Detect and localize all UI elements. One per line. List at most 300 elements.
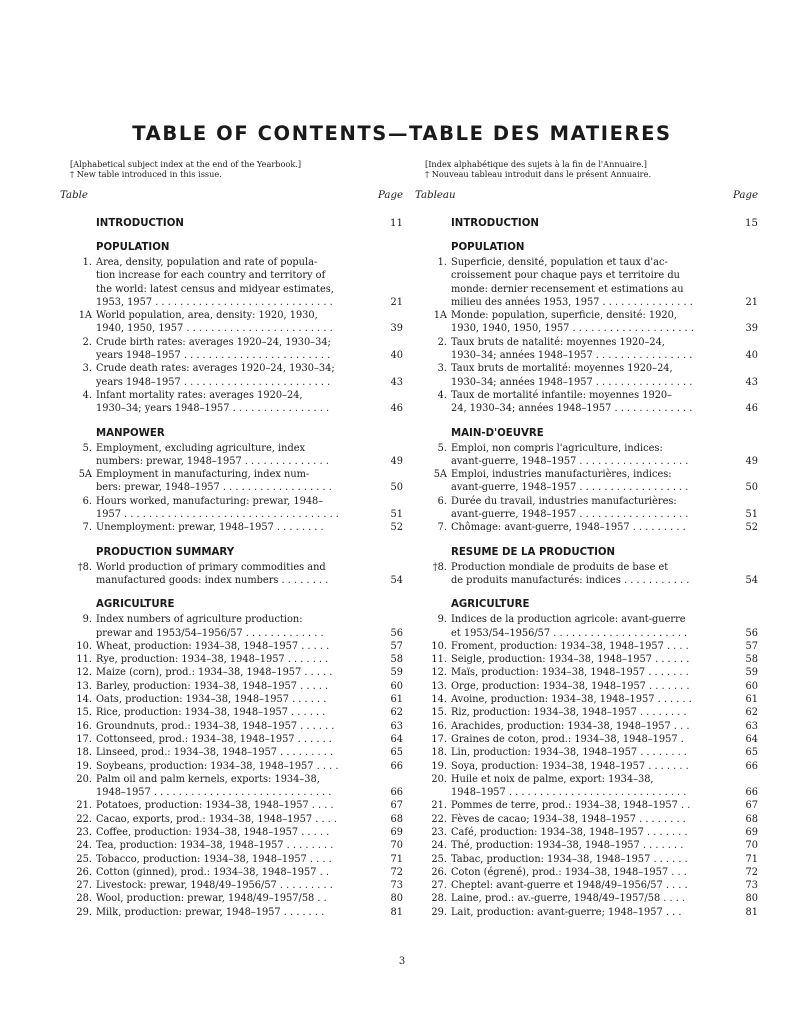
- entry-page-number: 66: [390, 760, 403, 772]
- toc-entry: [413, 746, 758, 759]
- entry-title: Cotton (ginned), prod.: 1934–38, 1948–1957 . .: [96, 866, 329, 878]
- section-spacer: [58, 232, 403, 240]
- entry-number: 24.: [76, 840, 92, 852]
- toc-entry: [58, 826, 403, 839]
- entry-number: 2.: [437, 336, 447, 348]
- section-title: AGRICULTURE: [96, 599, 175, 611]
- section-spacer: [413, 416, 758, 426]
- entry-title: Wool, production: prewar, 1948/49–1957/58 . .: [96, 893, 327, 905]
- entry-title: Pommes de terre, prod.: 1934–38, 1948–1957 . .: [451, 800, 691, 812]
- entry-number: 5A: [433, 469, 447, 481]
- entry-title: Potatoes, production: 1934–38, 1948–1957 . . . .: [96, 800, 334, 812]
- table-label: Tableau: [415, 190, 456, 201]
- toc-entry: [58, 613, 403, 640]
- entry-page-number: 40: [745, 350, 758, 362]
- toc-entry: [58, 760, 403, 773]
- entry-page-number: 59: [745, 667, 758, 679]
- entry-number: 9.: [437, 614, 447, 626]
- entry-page-number: 69: [745, 826, 758, 838]
- entry-title: Arachides, production: 1934–38, 1948–1957 . . .: [451, 720, 690, 732]
- entry-title: Rice, production: 1934–38, 1948–1957 . . . . . .: [96, 707, 326, 719]
- toc-entry: [413, 826, 758, 839]
- toc-section: [58, 240, 403, 416]
- entry-number: 23.: [431, 826, 447, 838]
- entry-page-number: 54: [390, 574, 403, 586]
- entry-page-number: 60: [745, 680, 758, 692]
- entry-number: 20.: [76, 773, 92, 785]
- entry-page-number: 56: [390, 627, 403, 639]
- toc-entry: [413, 680, 758, 693]
- entry-number: 16.: [431, 720, 447, 732]
- entry-page-number: 73: [745, 880, 758, 892]
- toc-entry: [413, 495, 758, 522]
- column-header: [58, 190, 403, 216]
- entry-title: Laine, prod.: av.-guerre, 1948/49–1957/58 . . . .: [451, 893, 686, 905]
- section-title: INTRODUCTION: [96, 218, 184, 229]
- entry-title: Avoine, production: 1934–38, 1948–1957 . . . . . .: [451, 694, 692, 706]
- toc-entry: [413, 760, 758, 773]
- toc-entry: [58, 309, 403, 336]
- entry-title: Chômage: avant-guerre, 1948–1957 . . . . . . . . .: [451, 522, 686, 534]
- entry-number: 9.: [82, 614, 92, 626]
- entry-title: Tea, production: 1934–38, 1948–1957 . . . . . . . .: [96, 840, 334, 852]
- note-line: † New table introduced in this issue.: [70, 168, 222, 179]
- entry-number: 14.: [431, 694, 447, 706]
- entry-page-number: 65: [390, 747, 403, 759]
- page-label: Page: [377, 190, 403, 201]
- french-column: [413, 160, 758, 919]
- toc-entry: [413, 362, 758, 389]
- entry-page-number: 81: [390, 906, 403, 918]
- entry-page-number: 73: [390, 880, 403, 892]
- toc-entry: [413, 256, 758, 309]
- entry-page-number: 46: [745, 403, 758, 415]
- toc-entry: [413, 839, 758, 852]
- toc-section: [413, 216, 758, 232]
- entry-page-number: 60: [390, 680, 403, 692]
- entry-title: Hours worked, manufacturing: prewar, 1948– 1957 . . . . . . . . . . . . . . . . . . . . . . . . . . . . . . . . . . .: [96, 495, 339, 521]
- entry-title: Employment in manufacturing, index num- bers: prewar, 1948–1957 . . . . . . . . . . . . . . . . . .: [96, 469, 332, 494]
- entry-page-number: 69: [390, 826, 403, 838]
- entry-title: Wheat, production: 1934–38, 1948–1957 . . . . .: [96, 640, 330, 652]
- toc-entry: [413, 561, 758, 588]
- entry-page-number: 61: [390, 694, 403, 706]
- entry-title: Graines de coton, prod.: 1934–38, 1948–1957 .: [451, 733, 684, 745]
- toc-entry: [58, 879, 403, 892]
- section-heading: [413, 597, 758, 613]
- toc-sections: [58, 216, 403, 919]
- section-title: POPULATION: [96, 242, 170, 253]
- entry-page-number: 68: [745, 813, 758, 825]
- section-heading: [413, 426, 758, 442]
- entry-title: Maïs, production: 1934–38, 1948–1957 . . . . . . .: [451, 667, 689, 679]
- toc-entry: [58, 680, 403, 693]
- entry-title: World population, area, density: 1920, 1930, 1940, 1950, 1957 . . . . . . . . . . . . . . . . . . . . . . . .: [96, 310, 333, 335]
- entry-page-number: 57: [745, 640, 758, 652]
- section-heading: [58, 426, 403, 442]
- section-title: PRODUCTION SUMMARY: [96, 546, 235, 558]
- entry-number: 17.: [431, 733, 447, 745]
- toc-entry: [58, 666, 403, 679]
- entry-number: 14.: [76, 694, 92, 706]
- toc-entry: [58, 813, 403, 826]
- section-spacer: [413, 232, 758, 240]
- toc-entry: [58, 442, 403, 469]
- entry-number: 21.: [76, 800, 92, 812]
- entry-number: 28.: [431, 893, 447, 905]
- entry-page-number: 65: [745, 747, 758, 759]
- entry-number: 15.: [76, 707, 92, 719]
- entry-page-number: 72: [390, 866, 403, 878]
- toc-entry: [413, 640, 758, 653]
- toc-entry: [413, 336, 758, 363]
- entry-page-number: 39: [745, 323, 758, 335]
- toc-entry: [413, 866, 758, 879]
- toc-entry: [413, 892, 758, 905]
- english-column: [58, 160, 403, 919]
- entry-page-number: 54: [745, 574, 758, 586]
- entry-title: Maize (corn), prod.: 1934–38, 1948–1957 . . . . .: [96, 667, 333, 679]
- entry-number: 13.: [76, 680, 92, 692]
- entry-number: 3.: [82, 363, 92, 375]
- entry-number: 1A: [78, 310, 92, 322]
- entry-page-number: 46: [390, 403, 403, 415]
- toc-entry: [58, 799, 403, 812]
- entry-number: 23.: [76, 826, 92, 838]
- entry-title: Froment, production: 1934–38, 1948–1957 . . . .: [451, 640, 689, 652]
- toc-sections: [413, 216, 758, 919]
- entry-number: 2.: [82, 336, 92, 348]
- entry-number: 26.: [431, 866, 447, 878]
- entry-number: 6.: [437, 495, 447, 507]
- toc-entry: [58, 839, 403, 852]
- entry-number: 11.: [431, 654, 447, 666]
- entry-number: 25.: [76, 853, 92, 865]
- toc-entry: [58, 495, 403, 522]
- entry-number: 7.: [82, 522, 92, 534]
- toc-entry: [58, 336, 403, 363]
- entry-title: Thé, production: 1934–38, 1948–1957 . . . . . . .: [451, 840, 684, 852]
- toc-entry: [58, 746, 403, 759]
- entry-page-number: 51: [390, 509, 403, 521]
- entry-page-number: 49: [745, 455, 758, 467]
- entry-page-number: 43: [390, 376, 403, 388]
- entry-title: Tobacco, production: 1934–38, 1948–1957 . . . .: [96, 853, 332, 865]
- entry-title: Index numbers of agriculture production: prewar and 1953/54–1956/57 . . . . . . . . . . . . .: [96, 614, 324, 639]
- entry-title: Livestock: prewar, 1948/49–1956/57 . . . . . . . . .: [96, 880, 333, 892]
- column-notes: [58, 160, 403, 190]
- toc-entry: [58, 720, 403, 733]
- entry-number: 11.: [76, 654, 92, 666]
- section-heading: [413, 240, 758, 256]
- entry-title: Huile et noix de palme, export: 1934–38, 1948–1957 . . . . . . . . . . . . . . . . . . . . . . . . . . . . .: [451, 773, 687, 799]
- entry-page-number: 62: [745, 707, 758, 719]
- entry-page-number: 67: [390, 800, 403, 812]
- entry-page-number: 56: [745, 627, 758, 639]
- section-spacer: [413, 535, 758, 545]
- entry-number: 1.: [437, 257, 447, 268]
- entry-title: Emploi, industries manufacturières, indices: avant-guerre, 1948–1957 . . . . . . . . . . . . . . . . . .: [451, 469, 689, 494]
- section-spacer: [58, 416, 403, 426]
- toc-entry: [413, 693, 758, 706]
- entry-number: 15.: [431, 707, 447, 719]
- entry-number: 5.: [82, 442, 92, 454]
- entry-page-number: 49: [390, 455, 403, 467]
- entry-number: 20.: [431, 773, 447, 785]
- entry-number: 29.: [431, 906, 447, 918]
- toc-entry: [58, 906, 403, 919]
- entry-title: Taux bruts de natalité: moyennes 1920–24, 1930–34; années 1948–1957 . . . . . . . . . . . . . . . .: [451, 336, 693, 362]
- entry-title: Emploi, non compris l'agriculture, indices: avant-guerre, 1948–1957 . . . . . . . . . . . . . . . . . .: [451, 442, 689, 467]
- entry-title: Infant mortality rates: averages 1920–24, 1930–34; years 1948–1957 . . . . . . . . . . . . . . . .: [96, 389, 330, 415]
- entry-number: 7.: [437, 522, 447, 534]
- entry-title: Café, production: 1934–38, 1948–1957 . . . . . . .: [451, 826, 688, 838]
- entry-title: Soya, production: 1934–38, 1948–1957 . . . . . . .: [451, 760, 689, 772]
- toc-entry: [58, 853, 403, 866]
- entry-number: 10.: [431, 640, 447, 652]
- toc-entry: [413, 309, 758, 336]
- entry-number: 1A: [433, 310, 447, 322]
- section-heading: [58, 240, 403, 256]
- entry-title: Groundnuts, prod.: 1934–38, 1948–1957 . . . . . .: [96, 720, 335, 732]
- toc-entry: [413, 853, 758, 866]
- entry-number: †8.: [77, 561, 92, 573]
- page-label: Page: [732, 190, 758, 201]
- entry-page-number: 67: [745, 800, 758, 812]
- entry-number: 1.: [82, 257, 92, 268]
- entry-page-number: 62: [390, 707, 403, 719]
- entry-number: 27.: [431, 880, 447, 892]
- toc-entry: [58, 693, 403, 706]
- entry-title: Monde: population, superficie, densité: 1920, 1930, 1940, 1950, 1957 . . . . . . . . . . . . . . . . . . . .: [451, 310, 694, 335]
- entry-title: Milk, production: prewar, 1948–1957 . . . . . . .: [96, 906, 325, 918]
- section-title: POPULATION: [451, 242, 525, 253]
- entry-number: 22.: [431, 813, 447, 825]
- toc-entry: [413, 773, 758, 800]
- entry-title: Lait, production: avant-guerre; 1948–1957 . . .: [451, 906, 682, 918]
- entry-page-number: 57: [390, 640, 403, 652]
- toc-entry: [413, 720, 758, 733]
- toc-entry: [58, 561, 403, 588]
- entry-title: Cottonseed, prod.: 1934–38, 1948–1957 . . . . . .: [96, 733, 332, 745]
- entry-number: 6.: [82, 495, 92, 507]
- entry-page-number: 39: [390, 323, 403, 335]
- entry-number: 3.: [437, 363, 447, 375]
- entry-number: 18.: [76, 747, 92, 759]
- section-page-number: 15: [745, 218, 758, 229]
- section-title: INTRODUCTION: [451, 218, 539, 229]
- toc-entry: [413, 813, 758, 826]
- section-heading: [58, 545, 403, 561]
- entry-page-number: 71: [745, 853, 758, 865]
- entry-title: Oats, production: 1934–38, 1948–1957 . . . . . .: [96, 694, 327, 706]
- entry-page-number: 21: [745, 296, 758, 308]
- entry-page-number: 59: [390, 667, 403, 679]
- entry-page-number: 66: [390, 787, 403, 799]
- toc-entry: [413, 733, 758, 746]
- toc-section: [413, 426, 758, 535]
- table-label: Table: [60, 190, 88, 201]
- entry-number: 12.: [76, 667, 92, 679]
- entry-page-number: 68: [390, 813, 403, 825]
- section-heading: [58, 597, 403, 613]
- entry-title: Soybeans, production: 1934–38, 1948–1957 . . . .: [96, 760, 339, 772]
- toc-entry: [413, 799, 758, 812]
- section-title: RESUME DE LA PRODUCTION: [451, 546, 616, 558]
- entry-page-number: 66: [745, 787, 758, 799]
- entry-number: 13.: [431, 680, 447, 692]
- entry-title: Taux bruts de mortalité: moyennes 1920–24, 1930–34; années 1948–1957 . . . . . . . . . . . . . . . .: [451, 363, 693, 388]
- entry-number: 28.: [76, 893, 92, 905]
- entry-page-number: 50: [390, 482, 403, 494]
- entry-page-number: 61: [745, 694, 758, 706]
- note-line: † Nouveau tableau introduit dans le présent Annuaire.: [425, 168, 652, 179]
- entry-number: 10.: [76, 640, 92, 652]
- entry-title: Palm oil and palm kernels, exports: 1934–38, 1948–1957 . . . . . . . . . . . . . . . . . . . . . . . . . . . . .: [96, 773, 332, 799]
- entry-page-number: 51: [745, 509, 758, 521]
- page-title: TABLE OF CONTENTS—TABLE DES MATIERES: [132, 122, 672, 145]
- column-header: [413, 190, 758, 216]
- entry-page-number: 70: [390, 840, 403, 852]
- entry-title: Rye, production: 1934–38, 1948–1957 . . . . . . .: [96, 654, 329, 666]
- entry-page-number: 21: [390, 296, 403, 308]
- entry-page-number: 50: [745, 482, 758, 494]
- section-title: AGRICULTURE: [451, 599, 530, 611]
- toc-entry: [413, 442, 758, 469]
- entry-number: 19.: [431, 760, 447, 772]
- section-heading: [413, 545, 758, 561]
- toc-section: [58, 426, 403, 535]
- toc-section: [413, 240, 758, 416]
- entry-page-number: 64: [745, 733, 758, 745]
- entry-title: Coffee, production: 1934–38, 1948–1957 . . . . .: [96, 826, 330, 838]
- toc-section: [58, 545, 403, 588]
- section-title: MAIN-D'OEUVRE: [451, 427, 544, 439]
- toc-entry: [413, 521, 758, 534]
- entry-page-number: 63: [745, 720, 758, 732]
- entry-page-number: 43: [745, 376, 758, 388]
- toc-entry: [413, 468, 758, 495]
- entry-page-number: 80: [390, 893, 403, 905]
- page-number: 3: [398, 956, 406, 967]
- entry-number: 12.: [431, 667, 447, 679]
- toc-entry: [58, 256, 403, 309]
- entry-number: 24.: [431, 840, 447, 852]
- note-line: [Alphabetical subject index at the end of the Yearbook.]: [70, 159, 302, 169]
- entry-number: 27.: [76, 880, 92, 892]
- entry-number: 4.: [437, 389, 447, 401]
- entry-title: Orge, production: 1934–38, 1948–1957 . . . . . . .: [451, 680, 690, 692]
- entry-title: Barley, production: 1934–38, 1948–1957 . . . . .: [96, 680, 329, 692]
- entry-page-number: 58: [745, 654, 758, 666]
- toc-entry: [58, 521, 403, 534]
- toc-entry: [413, 653, 758, 666]
- entry-title: Production mondiale de produits de base et de produits manufacturés: indices . . . . . . . . . . .: [451, 561, 690, 586]
- entry-number: 21.: [431, 800, 447, 812]
- entry-page-number: 40: [390, 350, 403, 362]
- toc-section: [58, 597, 403, 919]
- entry-page-number: 63: [390, 720, 403, 732]
- entry-title: Fèves de cacao; 1934–38, 1948–1957 . . . . . . . .: [451, 813, 686, 825]
- toc-entry: [413, 389, 758, 416]
- entry-title: Area, density, population and rate of popula- tion increase for each country and territory of the world: latest census and midyear estimates, 1953, 1957 . . . . . . . . . . . . . . . . . . . . . . . . . . . . .: [96, 257, 334, 308]
- entry-number: 29.: [76, 906, 92, 918]
- section-spacer: [58, 587, 403, 597]
- section-title: MANPOWER: [96, 427, 165, 439]
- entry-number: 18.: [431, 747, 447, 759]
- entry-title: Riz, production: 1934–38, 1948–1957 . . . . . . . .: [451, 707, 687, 719]
- entry-page-number: 52: [745, 522, 758, 534]
- toc-entry: [58, 389, 403, 416]
- entry-title: Lin, production: 1934–38, 1948–1957 . . . . . . . .: [451, 747, 687, 759]
- toc-entry: [413, 879, 758, 892]
- entry-page-number: 52: [390, 522, 403, 534]
- entry-page-number: 70: [745, 840, 758, 852]
- entry-title: Tabac, production: 1934–38, 1948–1957 . . . . . .: [451, 853, 688, 865]
- toc-entry: [413, 666, 758, 679]
- entry-page-number: 81: [745, 906, 758, 918]
- entry-number: 22.: [76, 813, 92, 825]
- toc-entry: [58, 706, 403, 719]
- entry-title: Linseed, prod.: 1934–38, 1948–1957 . . . . . . . . .: [96, 747, 334, 759]
- toc-entry: [413, 706, 758, 719]
- entry-title: Employment, excluding agriculture, index numbers: prewar, 1948–1957 . . . . . . . . . . . . . .: [96, 442, 329, 467]
- entry-number: 5.: [437, 442, 447, 454]
- toc-section: [413, 545, 758, 588]
- entry-page-number: 66: [745, 760, 758, 772]
- entry-title: Crude death rates: averages 1920–24, 1930–34; years 1948–1957 . . . . . . . . . . . . . . . . . . . . . . . .: [96, 363, 335, 388]
- entry-title: Indices de la production agricole: avant-guerre et 1953/54–1956/57 . . . . . . . . . . . . . . . . . . . . . .: [451, 614, 688, 639]
- toc-section: [58, 216, 403, 232]
- entry-title: Superficie, densité, population et taux d'ac- croissement pour chaque pays et territoire du monde: dernier recensement et estimations au milieu des années 1953, 1957 . . . . . . . . . . . . . . .: [451, 257, 693, 308]
- entry-title: World production of primary commodities and manufactured goods: index numbers . . . . . . . .: [96, 561, 329, 586]
- entry-number: 17.: [76, 733, 92, 745]
- section-spacer: [413, 587, 758, 597]
- entry-number: 4.: [82, 389, 92, 401]
- toc-entry: [58, 892, 403, 905]
- entry-page-number: 80: [745, 893, 758, 905]
- entry-number: †8.: [432, 561, 447, 573]
- toc-entry: [413, 613, 758, 640]
- entry-number: 5A: [78, 469, 92, 481]
- entry-page-number: 58: [390, 654, 403, 666]
- section-page-number: 11: [390, 218, 403, 229]
- entry-title: Durée du travail, industries manufacturières: avant-guerre, 1948–1957 . . . . . . . . . . . . . . . . . .: [451, 495, 689, 521]
- entry-number: 26.: [76, 866, 92, 878]
- entry-page-number: 71: [390, 853, 403, 865]
- toc-entry: [413, 906, 758, 919]
- entry-title: Crude birth rates: averages 1920–24, 1930–34; years 1948–1957 . . . . . . . . . . . . . . . . . . . . . . . .: [96, 336, 331, 362]
- toc-entry: [58, 362, 403, 389]
- toc-entry: [58, 733, 403, 746]
- toc-section: [413, 597, 758, 919]
- toc-entry: [58, 866, 403, 879]
- toc-entry: [58, 653, 403, 666]
- entry-page-number: 72: [745, 866, 758, 878]
- entry-title: Unemployment: prewar, 1948–1957 . . . . . . . .: [96, 522, 324, 534]
- toc-entry: [58, 640, 403, 653]
- column-notes: [413, 160, 758, 190]
- note-line: [Index alphabétique des sujets à la fin de l'Annuaire.]: [425, 159, 647, 169]
- entry-title: Cheptel: avant-guerre et 1948/49–1956/57 . . . .: [451, 880, 688, 892]
- section-heading: [58, 216, 403, 232]
- section-spacer: [58, 535, 403, 545]
- entry-title: Seigle, production: 1934–38, 1948–1957 . . . . . .: [451, 654, 690, 666]
- entry-number: 25.: [431, 853, 447, 865]
- entry-title: Coton (égrené), prod.: 1934–38, 1948–1957 . . .: [451, 866, 687, 878]
- entry-title: Cacao, exports, prod.: 1934–38, 1948–1957 . . . .: [96, 813, 338, 825]
- toc-entry: [58, 468, 403, 495]
